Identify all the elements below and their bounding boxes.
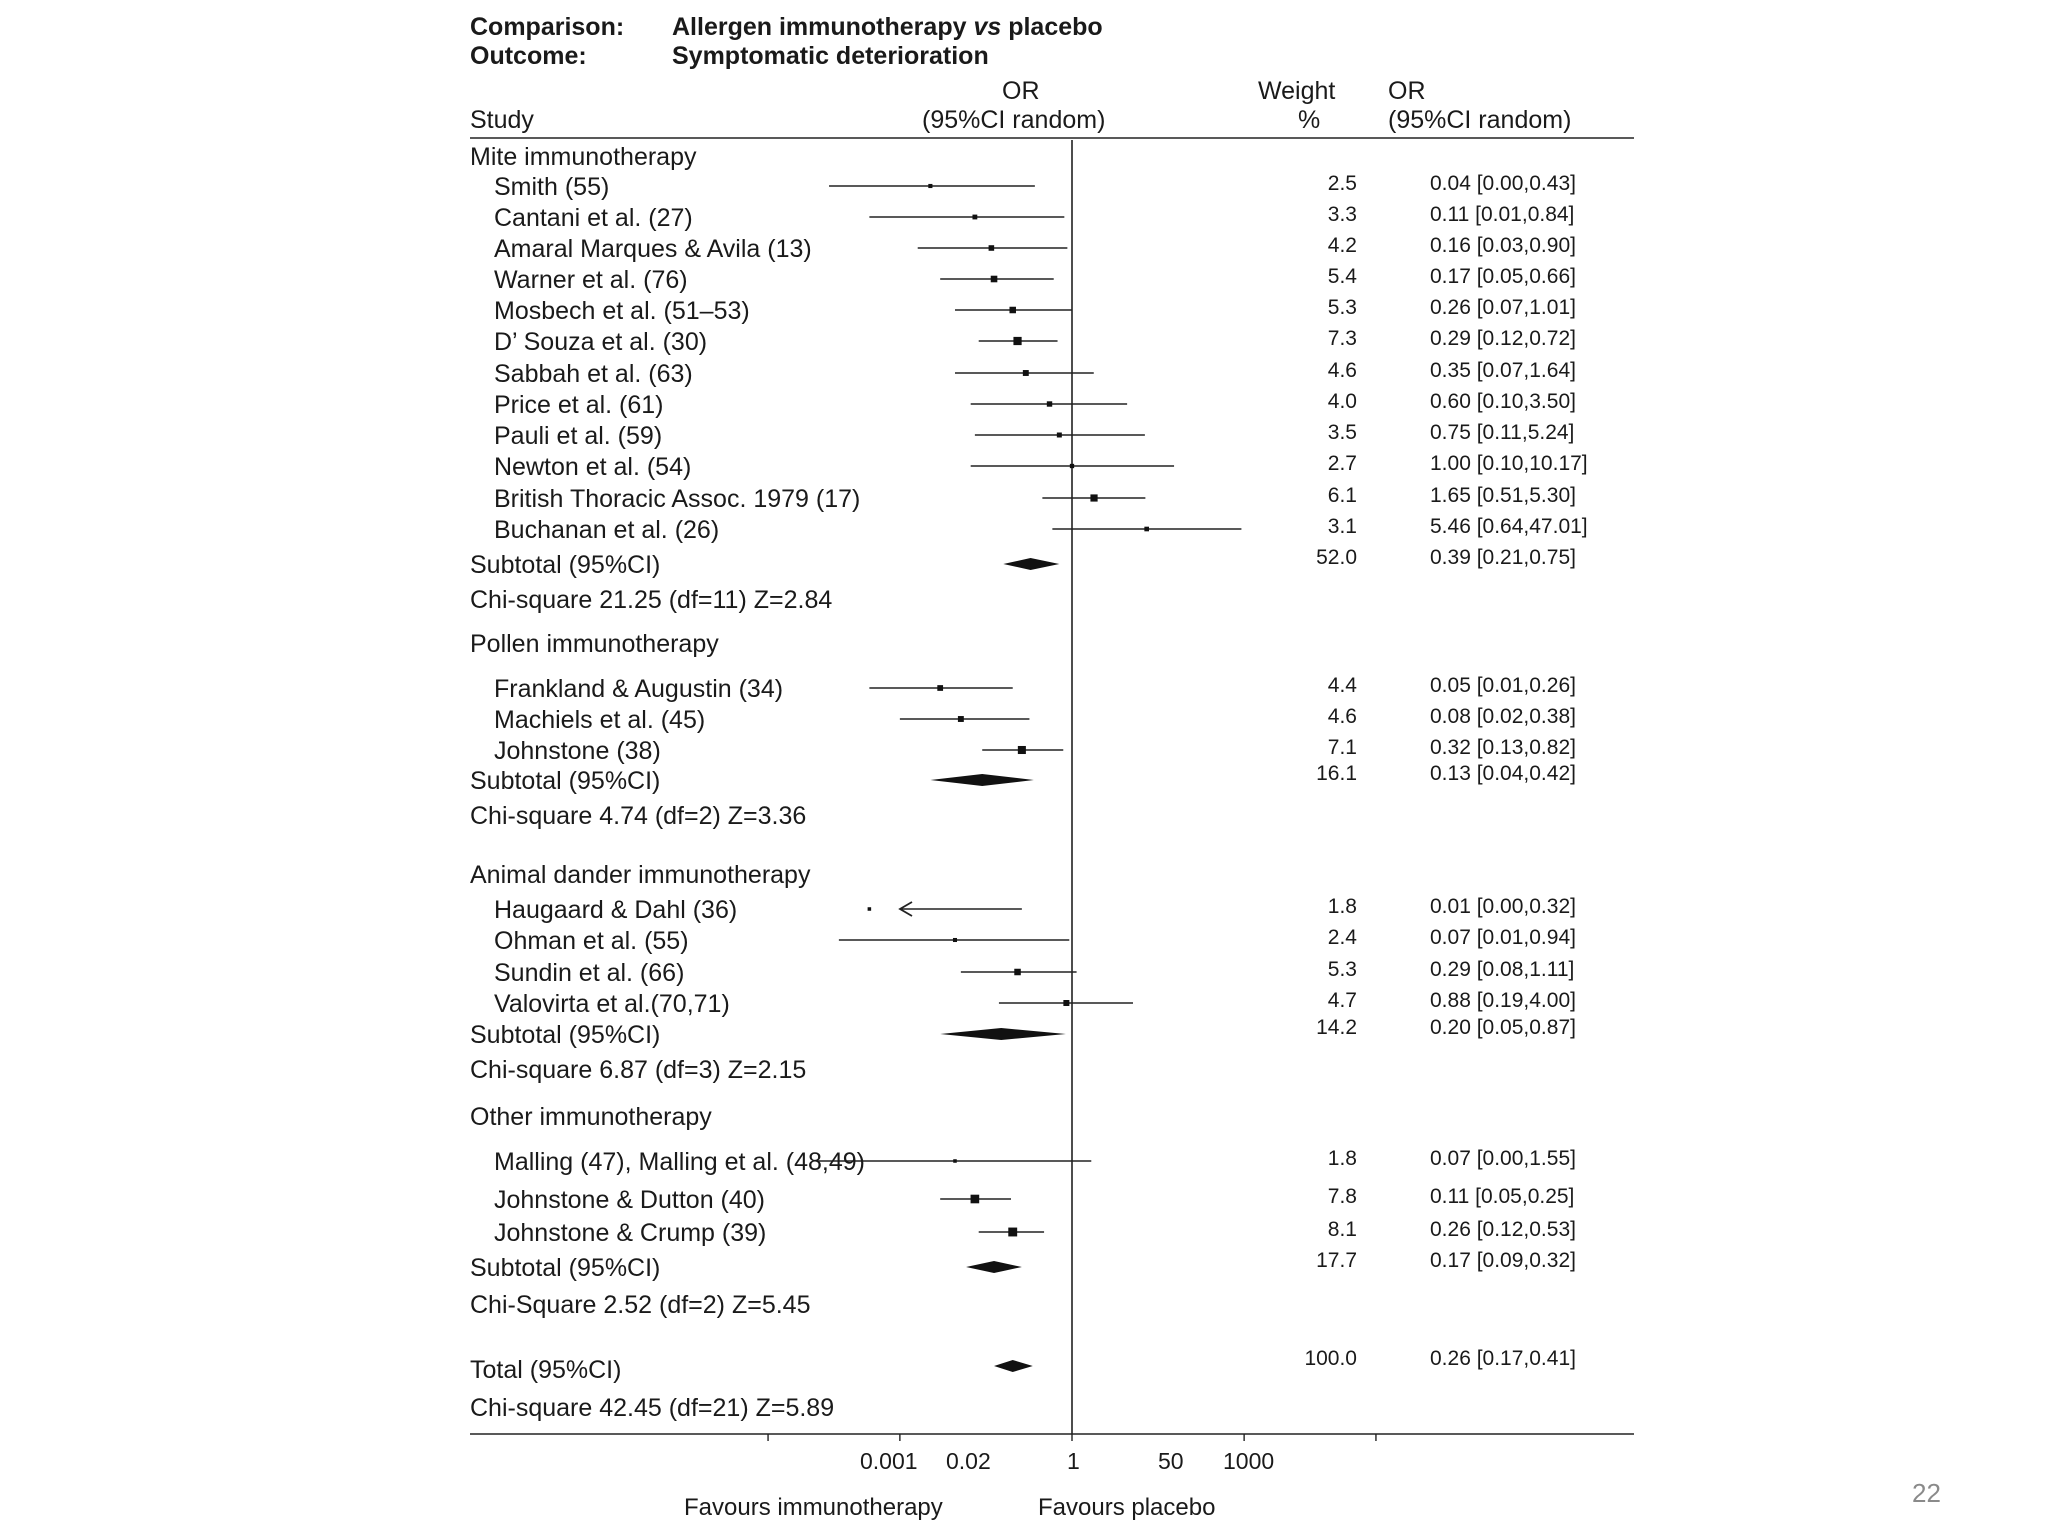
x-tick-4: 1000 — [1223, 1448, 1275, 1474]
study-label-g2-s3: Valovirta et al.(70,71) — [494, 990, 730, 1018]
study-weight-g3-s1: 7.8 — [1327, 1185, 1357, 1208]
study-label-g0-s1: Cantani et al. (27) — [494, 204, 693, 232]
study-weight-g0-s1: 3.3 — [1327, 203, 1357, 226]
study-or-g3-s0: 0.07 [0.00,1.55] — [1430, 1147, 1576, 1170]
subtotal-or-0: 0.39 [0.21,0.75] — [1430, 546, 1576, 569]
study-weight-g3-s0: 1.8 — [1327, 1147, 1357, 1170]
study-or-g0-s8: 0.75 [0.11,5.24] — [1430, 421, 1575, 444]
study-or-g0-s3: 0.17 [0.05,0.66] — [1430, 265, 1576, 288]
group-heading-2: Animal dander immunotherapy — [470, 861, 811, 889]
subtotal-label-2: Subtotal (95%CI) — [470, 1021, 661, 1049]
subtotal-or-1: 0.13 [0.04,0.42] — [1430, 762, 1576, 785]
subtotal-diamond-1 — [930, 774, 1033, 786]
chi-square-1: Chi-square 4.74 (df=2) Z=3.36 — [470, 802, 807, 830]
study-or-g0-s5: 0.29 [0.12,0.72] — [1430, 327, 1576, 350]
total-or: 0.26 [0.17,0.41] — [1430, 1347, 1576, 1370]
group-heading-3: Other immunotherapy — [470, 1103, 712, 1131]
comparison-vs: vs — [973, 13, 1002, 41]
subtotal-or-2: 0.20 [0.05,0.87] — [1430, 1016, 1576, 1039]
study-or-g0-s10: 1.65 [0.51,5.30] — [1430, 484, 1576, 507]
slide-number: 22 — [1912, 1478, 1941, 1508]
col-study-header: Study — [470, 106, 534, 134]
col-weight-header-2: % — [1298, 106, 1321, 134]
point-estimate-g0-s0 — [928, 184, 932, 188]
study-label-g0-s3: Warner et al. (76) — [494, 266, 688, 294]
group-heading-0: Mite immunotherapy — [470, 143, 697, 171]
point-estimate-g2-s3 — [1063, 1000, 1069, 1006]
subtotal-diamond-0 — [1003, 558, 1059, 570]
subtotal-or-3: 0.17 [0.09,0.32] — [1430, 1249, 1576, 1272]
study-weight-g3-s2: 8.1 — [1327, 1218, 1357, 1241]
study-label-g0-s10: British Thoracic Assoc. 1979 (17) — [494, 485, 861, 513]
point-estimate-g0-s7 — [1047, 401, 1052, 406]
total-label: Total (95%CI) — [470, 1356, 622, 1384]
point-estimate-g3-s2 — [1008, 1228, 1017, 1237]
study-weight-g2-s2: 5.3 — [1327, 958, 1357, 981]
point-estimate-g3-s0 — [953, 1159, 957, 1163]
x-tick-1: 0.02 — [946, 1448, 991, 1474]
group-heading-1: Pollen immunotherapy — [470, 630, 719, 658]
point-estimate-g3-s1 — [971, 1195, 980, 1204]
point-estimate-g2-s2 — [1014, 969, 1021, 976]
study-weight-g0-s4: 5.3 — [1327, 296, 1357, 319]
study-label-g3-s2: Johnstone & Crump (39) — [494, 1219, 767, 1247]
point-estimate-g1-s0 — [937, 685, 943, 691]
subtotal-label-1: Subtotal (95%CI) — [470, 767, 661, 795]
study-weight-g0-s2: 4.2 — [1327, 234, 1357, 257]
study-label-g0-s11: Buchanan et al. (26) — [494, 516, 720, 544]
col-weight-header-1: Weight — [1258, 77, 1336, 105]
study-weight-g0-s5: 7.3 — [1327, 327, 1357, 350]
point-estimate-g0-s2 — [989, 245, 995, 251]
point-estimate-g2-s1 — [953, 938, 957, 942]
study-or-g2-s2: 0.29 [0.08,1.11] — [1430, 958, 1575, 981]
col-orv-header-1: OR — [1388, 77, 1426, 105]
point-estimate-g0-s1 — [972, 215, 977, 220]
point-estimate-g0-s6 — [1023, 370, 1029, 376]
total-diamond — [994, 1360, 1033, 1372]
study-label-g3-s0: Malling (47), Malling et al. (48,49) — [494, 1148, 865, 1176]
study-weight-g0-s7: 4.0 — [1327, 390, 1357, 413]
point-estimate-g0-s5 — [1013, 337, 1021, 345]
study-or-g0-s2: 0.16 [0.03,0.90] — [1430, 234, 1576, 257]
point-estimate-g0-s10 — [1090, 494, 1097, 501]
study-weight-g0-s10: 6.1 — [1327, 484, 1357, 507]
study-label-g0-s8: Pauli et al. (59) — [494, 422, 663, 450]
point-estimate-g1-s1 — [958, 716, 964, 722]
col-or-header-1: OR — [1002, 77, 1040, 105]
study-or-g3-s1: 0.11 [0.05,0.25] — [1430, 1185, 1575, 1208]
study-weight-g0-s9: 2.7 — [1327, 452, 1357, 475]
subtotal-weight-3: 17.7 — [1316, 1249, 1357, 1272]
study-or-g0-s11: 5.46 [0.64,47.01] — [1430, 515, 1588, 538]
study-or-g1-s2: 0.32 [0.13,0.82] — [1430, 736, 1576, 759]
col-orv-header-2: (95%CI random) — [1388, 106, 1572, 134]
subtotal-label-0: Subtotal (95%CI) — [470, 551, 661, 579]
subtotal-label-3: Subtotal (95%CI) — [470, 1254, 661, 1282]
study-weight-g1-s0: 4.4 — [1327, 674, 1357, 697]
point-estimate-g0-s4 — [1009, 307, 1016, 314]
col-or-header-2: (95%CI random) — [922, 106, 1106, 134]
point-estimate-g0-s3 — [991, 276, 998, 283]
study-or-g0-s7: 0.60 [0.10,3.50] — [1430, 390, 1576, 413]
comparison-label: Comparison: — [470, 13, 625, 41]
point-estimate-g2-s0 — [868, 907, 872, 911]
study-weight-g0-s11: 3.1 — [1327, 515, 1357, 538]
study-weight-g1-s2: 7.1 — [1327, 736, 1357, 759]
total-chi-square: Chi-square 42.45 (df=21) Z=5.89 — [470, 1394, 835, 1422]
study-label-g0-s5: D’ Souza et al. (30) — [494, 328, 708, 356]
study-weight-g0-s6: 4.6 — [1327, 359, 1357, 382]
study-or-g2-s1: 0.07 [0.01,0.94] — [1430, 926, 1576, 949]
subtotal-weight-2: 14.2 — [1316, 1016, 1357, 1039]
subtotal-diamond-2 — [940, 1028, 1066, 1040]
comparison-rest: placebo — [1008, 13, 1103, 41]
chi-square-2: Chi-square 6.87 (df=3) Z=2.15 — [470, 1056, 807, 1084]
study-label-g0-s6: Sabbah et al. (63) — [494, 360, 693, 388]
x-tick-2: 1 — [1067, 1448, 1080, 1474]
study-weight-g0-s8: 3.5 — [1327, 421, 1357, 444]
x-tick-3: 50 — [1158, 1448, 1184, 1474]
study-weight-g2-s1: 2.4 — [1327, 926, 1357, 949]
x-label-left: Favours immunotherapy — [684, 1494, 943, 1521]
chi-square-0: Chi-square 21.25 (df=11) Z=2.84 — [470, 586, 833, 614]
point-estimate-g0-s8 — [1057, 433, 1062, 438]
subtotal-diamond-3 — [966, 1261, 1022, 1273]
point-estimate-g1-s2 — [1018, 746, 1026, 754]
study-or-g0-s9: 1.00 [0.10,10.17] — [1430, 452, 1588, 475]
study-label-g0-s4: Mosbech et al. (51–53) — [494, 297, 750, 325]
study-weight-g2-s3: 4.7 — [1327, 989, 1357, 1012]
study-or-g1-s1: 0.08 [0.02,0.38] — [1430, 705, 1576, 728]
point-estimate-g0-s9 — [1070, 464, 1074, 468]
subtotal-weight-1: 16.1 — [1316, 762, 1357, 785]
study-or-g2-s0: 0.01 [0.00,0.32] — [1430, 895, 1576, 918]
study-label-g0-s9: Newton et al. (54) — [494, 453, 692, 481]
study-or-g1-s0: 0.05 [0.01,0.26] — [1430, 674, 1576, 697]
study-weight-g1-s1: 4.6 — [1327, 705, 1357, 728]
study-weight-g0-s0: 2.5 — [1327, 172, 1357, 195]
study-or-g3-s2: 0.26 [0.12,0.53] — [1430, 1218, 1576, 1241]
study-label-g1-s0: Frankland & Augustin (34) — [494, 675, 784, 703]
outcome-label: Outcome: — [470, 42, 587, 70]
study-label-g2-s2: Sundin et al. (66) — [494, 959, 685, 987]
study-or-g0-s0: 0.04 [0.00,0.43] — [1430, 172, 1576, 195]
study-label-g2-s0: Haugaard & Dahl (36) — [494, 896, 738, 924]
study-weight-g0-s3: 5.4 — [1327, 265, 1357, 288]
study-or-g0-s4: 0.26 [0.07,1.01] — [1430, 296, 1576, 319]
outcome-value: Symptomatic deterioration — [672, 42, 989, 70]
total-weight: 100.0 — [1304, 1347, 1357, 1370]
study-label-g0-s2: Amaral Marques & Avila (13) — [494, 235, 812, 263]
chi-square-3: Chi-Square 2.52 (df=2) Z=5.45 — [470, 1291, 811, 1319]
study-label-g3-s1: Johnstone & Dutton (40) — [494, 1186, 765, 1214]
subtotal-weight-0: 52.0 — [1316, 546, 1357, 569]
x-tick-0: 0.001 — [860, 1448, 918, 1474]
x-label-right: Favours placebo — [1038, 1494, 1216, 1521]
study-label-g2-s1: Ohman et al. (55) — [494, 927, 689, 955]
point-estimate-g0-s11 — [1144, 527, 1149, 532]
study-label-g1-s1: Machiels et al. (45) — [494, 706, 706, 734]
comparison-main: Allergen immunotherapy — [672, 13, 967, 41]
study-label-g0-s7: Price et al. (61) — [494, 391, 664, 419]
study-weight-g2-s0: 1.8 — [1327, 895, 1357, 918]
study-label-g1-s2: Johnstone (38) — [494, 737, 661, 765]
study-or-g2-s3: 0.88 [0.19,4.00] — [1430, 989, 1576, 1012]
study-label-g0-s0: Smith (55) — [494, 173, 610, 201]
study-or-g0-s6: 0.35 [0.07,1.64] — [1430, 359, 1576, 382]
study-or-g0-s1: 0.11 [0.01,0.84] — [1430, 203, 1575, 226]
